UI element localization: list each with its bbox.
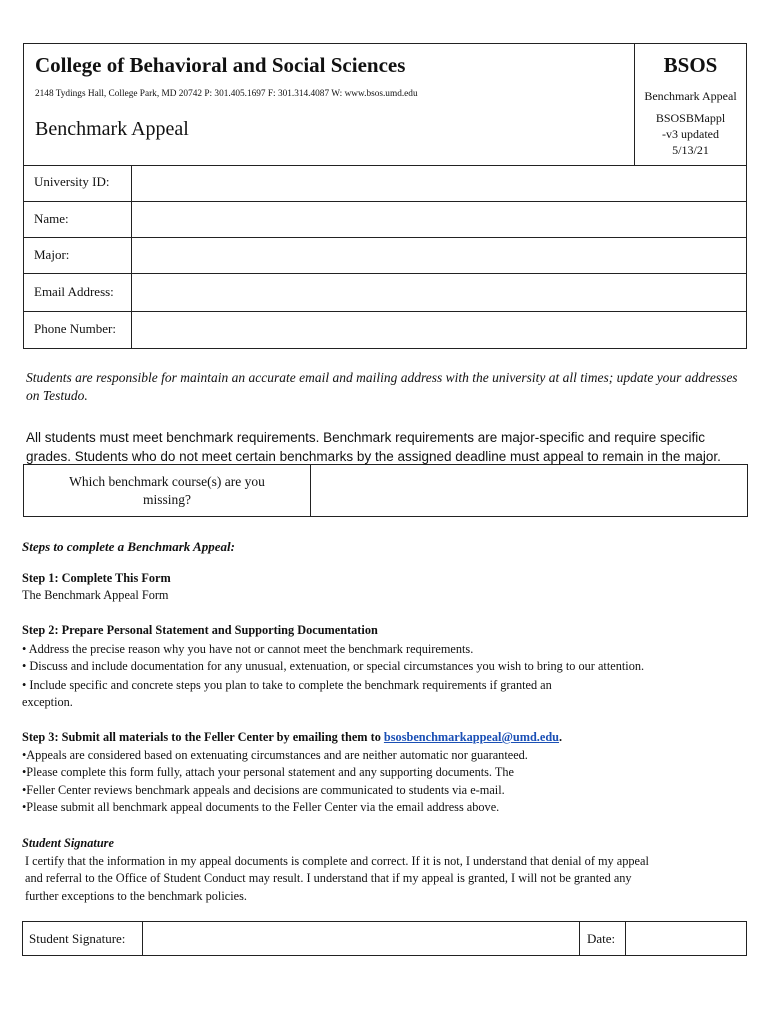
step1-text: The Benchmark Appeal Form (22, 588, 169, 602)
bsos-code: BSOS (663, 53, 718, 77)
info-row-phone (24, 312, 746, 348)
certify-line2: and referral to the Office of Student Conduct may result. I understand that if my appeal is granted, I will not be granted any (25, 871, 632, 885)
university-id-field[interactable] (131, 165, 746, 201)
form-title: Benchmark Appeal (35, 118, 189, 140)
responsibility-note: Students are responsible for maintain an accurate email and mailing address with the university at all times; update your addresses on Testudo. (26, 370, 738, 403)
step3-bullet4: •Please submit all benchmark appeal documents to the Feller Center via the email address above. (22, 800, 500, 814)
step3-title (22, 729, 752, 747)
step3-title-text: Step 3: Submit all materials to the Feller Center by emailing them to (22, 730, 384, 744)
email-label: Email Address: (34, 284, 114, 299)
form-date: 5/13/21 (672, 143, 709, 157)
university-id-label: University ID: (34, 174, 110, 189)
steps-heading: Steps to complete a Benchmark Appeal: (22, 539, 235, 554)
feller-email-link[interactable]: bsosbenchmarkappeal@umd.edu (383, 730, 560, 744)
form-version-block (635, 110, 746, 158)
signature-table (22, 921, 747, 956)
missing-course-table (23, 464, 748, 517)
step3-bullet2: •Please complete this form fully, attach your personal statement and any supporting documents. The (22, 765, 514, 779)
major-field[interactable] (131, 238, 746, 273)
step3-bullet1: •Appeals are considered based on extenuating circumstances and are neither automatic nor guaranteed. (22, 748, 528, 762)
college-title: College of Behavioral and Social Sciences (35, 53, 406, 77)
phone-label: Phone Number: (34, 321, 116, 336)
signature-label: Student Signature: (23, 922, 143, 955)
step1-title: Step 1: Complete This Form (22, 571, 171, 585)
name-label: Name: (34, 211, 69, 226)
address-line: 2148 Tydings Hall, College Park, MD 20742 P: 301.405.1697 F: 301.314.4087 W: www.bsos.umd.edu (35, 89, 418, 99)
date-label: Date: (580, 922, 626, 955)
step3-title-end: . (559, 730, 563, 744)
step2-title: Step 2: Prepare Personal Statement and Supporting Documentation (22, 623, 378, 637)
step3-bullet3: •Feller Center reviews benchmark appeals and decisions are communicated to students via e-mail. (22, 783, 505, 797)
signature-heading: Student Signature (22, 836, 114, 850)
info-row-email (24, 274, 746, 312)
phone-field[interactable] (131, 312, 746, 348)
form-version: -v3 updated (662, 127, 719, 141)
missing-course-label (24, 465, 311, 516)
student-info-table (23, 165, 747, 349)
side-form-title: Benchmark Appeal (644, 89, 737, 103)
missing-course-field[interactable] (311, 465, 747, 516)
certify-line3: further exceptions to the benchmark policies. (25, 889, 247, 903)
step2-bullet2: • Discuss and include documentation for any unusual, extenuation, or special circumstances you wish to bring to our attention. (22, 659, 645, 673)
step2-bullet3-cont: exception. (22, 695, 73, 709)
date-field[interactable] (626, 922, 746, 955)
missing-course-label-line2: missing? (142, 492, 191, 507)
benchmark-intro: All students must meet benchmark requirements. Benchmark requirements are major-specific and require specific grades. Students who do not meet certain benchmarks by the assigned deadline must appeal to remain in the major. (26, 430, 721, 464)
missing-course-label-line1: Which benchmark course(s) are you (69, 474, 265, 489)
step2-bullet3: • Include specific and concrete steps you plan to take to complete the benchmark requirements if granted an (22, 678, 552, 692)
email-field[interactable] (131, 274, 746, 311)
name-field[interactable] (131, 202, 746, 237)
major-label: Major: (34, 247, 70, 262)
info-row-university-id (24, 165, 746, 202)
step2-bullet1: • Address the precise reason why you have not or cannot meet the benchmark requirements. (22, 642, 474, 656)
info-row-major (24, 238, 746, 274)
info-row-name (24, 202, 746, 238)
signature-field[interactable] (143, 922, 580, 955)
form-id: BSOSBMappl (655, 111, 726, 125)
certify-line1: I certify that the information in my appeal documents is complete and correct. If it is not, I understand that denial of my appeal (25, 854, 649, 868)
